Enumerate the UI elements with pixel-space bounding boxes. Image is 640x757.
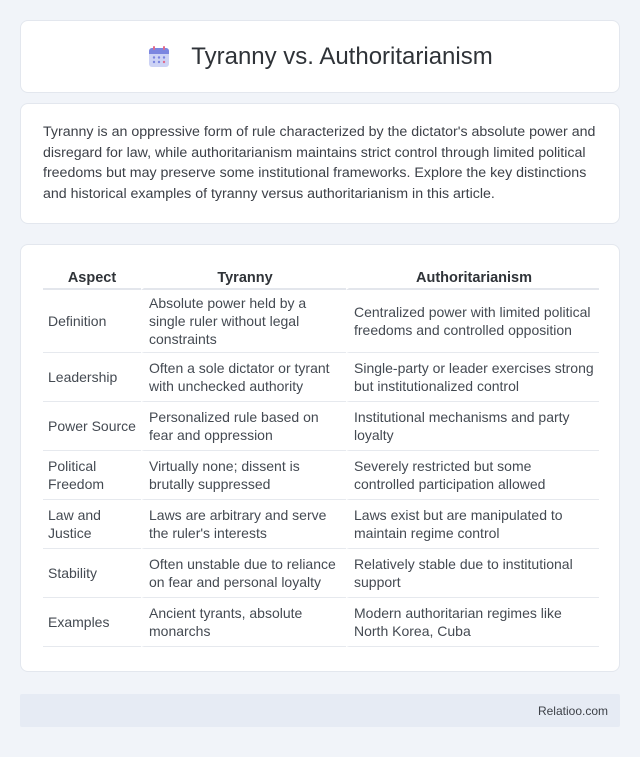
row-tyranny: Often a sole dictator or tyrant with unchecked authority [141,353,346,402]
table-row [43,549,599,598]
footer [20,694,620,727]
row-tyranny: Laws are arbitrary and serve the ruler's interests [141,500,346,549]
row-authoritarianism: Modern authoritarian regimes like North Korea, Cuba [346,598,599,647]
row-tyranny: Often unstable due to reliance on fear and personal loyalty [141,549,346,598]
row-aspect: Political Freedom [43,451,141,500]
title-card [20,20,620,93]
row-authoritarianism: Centralized power with limited political freedoms and controlled opposition [346,290,599,353]
row-tyranny: Absolute power held by a single ruler without legal constraints [141,290,346,353]
comparison-card [20,244,620,672]
row-authoritarianism: Laws exist but are manipulated to maintain regime control [346,500,599,549]
intro-text: Tyranny is an oppressive form of rule characterized by the dictator's absolute power and disregard for law, while authoritarianism maintains strict control through limited political freedoms but may preserve some institutional frameworks. Explore the key distinctions and historical examples of tyranny versus authoritarianism in this article. [43,124,596,202]
table-row [43,290,599,353]
row-tyranny: Personalized rule based on fear and oppression [141,402,346,451]
row-aspect: Definition [43,290,141,353]
table-row [43,598,599,647]
row-aspect: Examples [43,598,141,647]
table-row [43,500,599,549]
calendar-icon [147,45,171,69]
table-row [43,353,599,402]
comparison-table [43,265,599,647]
footer-brand[interactable]: Relatioo.com [537,703,608,718]
header-tyranny: Tyranny [141,265,346,290]
row-aspect: Power Source [43,402,141,451]
row-tyranny: Virtually none; dissent is brutally suppressed [141,451,346,500]
table-header-row [43,265,599,290]
header-authoritarianism: Authoritarianism [346,265,599,290]
row-authoritarianism: Institutional mechanisms and party loyalty [346,402,599,451]
row-authoritarianism: Relatively stable due to institutional support [346,549,599,598]
header-aspect: Aspect [43,265,141,290]
row-authoritarianism: Single-party or leader exercises strong but institutionalized control [346,353,599,402]
row-aspect: Law and Justice [43,500,141,549]
row-aspect: Leadership [43,353,141,402]
row-authoritarianism: Severely restricted but some controlled participation allowed [346,451,599,500]
row-aspect: Stability [43,549,141,598]
page-title: Tyranny vs. Authoritarianism [191,42,493,70]
intro-card [20,103,620,224]
table-row [43,402,599,451]
row-tyranny: Ancient tyrants, absolute monarchs [141,598,346,647]
table-row [43,451,599,500]
